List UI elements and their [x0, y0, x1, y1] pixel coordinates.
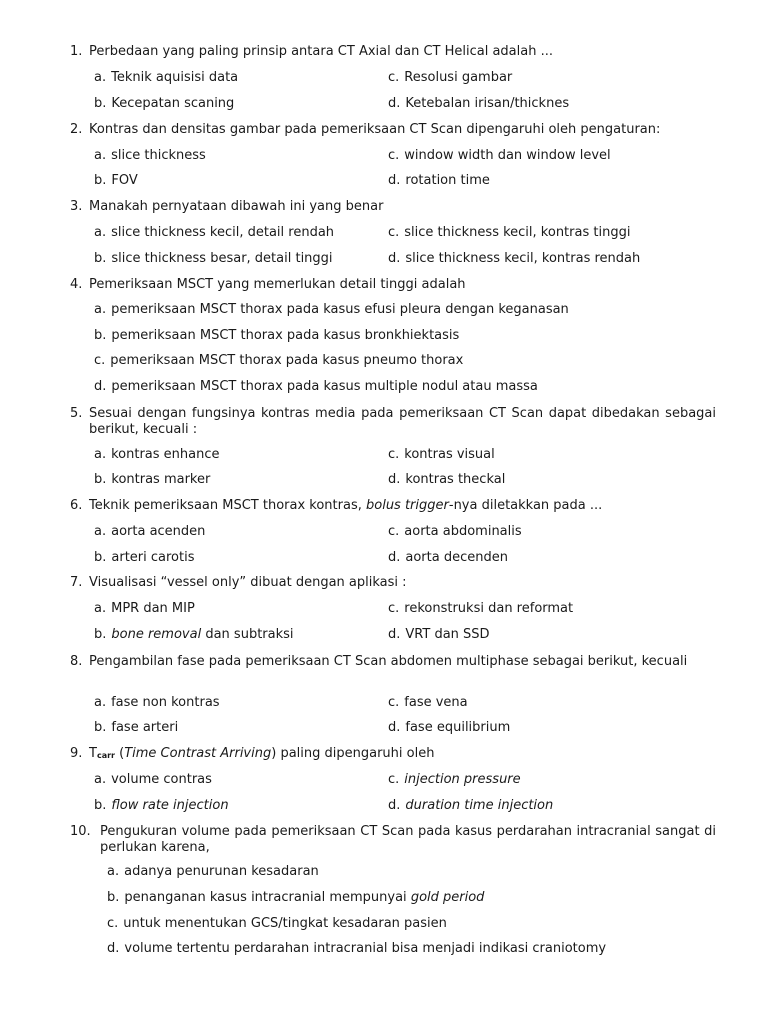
option-1b — [94, 96, 234, 112]
option-label: a. — [94, 225, 107, 240]
option-text: FOV — [111, 173, 138, 188]
option-5c — [388, 447, 495, 463]
option-label: d. — [388, 96, 401, 111]
option-label: a. — [94, 447, 107, 462]
option-label: a. — [94, 772, 107, 787]
option-label: b. — [94, 550, 107, 565]
option-text: pemeriksaan MSCT thorax pada kasus bronkhiektasis — [111, 328, 460, 343]
option-text: VRT dan SSD — [405, 627, 490, 642]
question-text: Pemeriksaan MSCT yang memerlukan detail tinggi adalah — [89, 277, 466, 292]
option-9b — [94, 798, 229, 814]
option-4b — [94, 328, 459, 344]
option-4c — [94, 353, 463, 369]
option-label: d. — [388, 251, 401, 266]
option-text: volume contras — [111, 772, 212, 787]
option-text: volume tertentu perdarahan intracranial bisa menjadi indikasi craniotomy — [124, 941, 607, 956]
option-4d — [94, 379, 538, 395]
option-7c — [388, 601, 573, 617]
option-2b — [94, 173, 138, 189]
question-6 — [70, 498, 716, 514]
option-label: b. — [94, 251, 107, 266]
option-text-emphasis: injection pressure — [404, 772, 521, 787]
question-number: 9. — [70, 746, 83, 761]
option-3d — [388, 251, 640, 267]
question-text-part: ) paling dipengaruhi oleh — [271, 746, 435, 761]
option-label: d. — [388, 472, 401, 487]
question-text-emphasis: Time Contrast Arriving — [124, 746, 272, 761]
option-text: untuk menentukan GCS/tingkat kesadaran pasien — [123, 916, 447, 931]
option-text: aorta acenden — [111, 524, 206, 539]
option-label: a. — [94, 148, 107, 163]
option-text: slice thickness kecil, detail rendah — [111, 225, 335, 240]
question-9 — [70, 746, 716, 764]
option-6a — [94, 524, 205, 540]
option-text: kontras visual — [404, 447, 495, 462]
option-text: slice thickness kecil, kontras rendah — [405, 251, 641, 266]
option-text: dan subtraksi — [201, 627, 294, 642]
option-text: Teknik aquisisi data — [111, 70, 239, 85]
question-2 — [70, 122, 716, 138]
option-1a — [94, 70, 238, 86]
option-9c — [388, 772, 521, 788]
question-number: 4. — [70, 277, 83, 292]
option-label: d. — [107, 941, 120, 956]
option-label: d. — [388, 627, 401, 642]
option-10c — [107, 916, 447, 932]
option-text: kontras enhance — [111, 447, 220, 462]
option-text: pemeriksaan MSCT thorax pada kasus pneumo thorax — [110, 353, 464, 368]
option-label: b. — [94, 328, 107, 343]
option-label: b. — [94, 798, 107, 813]
option-text-emphasis: flow rate injection — [111, 798, 229, 813]
option-6b — [94, 550, 195, 566]
option-5b — [94, 472, 210, 488]
option-text: penanganan kasus intracranial mempunyai — [124, 890, 411, 905]
option-2a — [94, 148, 206, 164]
option-text: pemeriksaan MSCT thorax pada kasus multiple nodul atau massa — [111, 379, 538, 394]
option-label: c. — [388, 225, 400, 240]
option-2d — [388, 173, 490, 189]
question-text-part: Teknik pemeriksaan MSCT thorax kontras, — [89, 498, 366, 513]
question-text: Sesuai dengan fungsinya kontras media pada pemeriksaan CT Scan dapat dibedakan sebagai berikut, kecuali : — [89, 406, 716, 437]
option-8a — [94, 695, 220, 711]
option-label: b. — [94, 96, 107, 111]
option-label: a. — [94, 524, 107, 539]
option-label: b. — [94, 720, 107, 735]
option-text: Ketebalan irisan/thicknes — [405, 96, 570, 111]
question-4 — [70, 277, 716, 293]
option-9a — [94, 772, 212, 788]
option-4a — [94, 302, 569, 318]
option-text: fase vena — [404, 695, 468, 710]
question-5 — [70, 406, 716, 438]
question-8 — [70, 654, 716, 670]
question-number: 7. — [70, 575, 83, 590]
option-text: Resolusi gambar — [404, 70, 513, 85]
option-label: a. — [107, 864, 120, 879]
option-9d — [388, 798, 553, 814]
question-text-part: T — [89, 746, 97, 761]
option-10d — [107, 941, 606, 957]
option-8d — [388, 720, 510, 736]
question-10 — [70, 824, 716, 856]
question-text — [89, 746, 716, 764]
option-text: pemeriksaan MSCT thorax pada kasus efusi pleura dengan keganasan — [111, 302, 569, 317]
option-10a — [107, 864, 319, 880]
option-5a — [94, 447, 220, 463]
option-text-emphasis: duration time injection — [405, 798, 554, 813]
question-7 — [70, 575, 716, 591]
option-label: d. — [388, 173, 401, 188]
option-8b — [94, 720, 178, 736]
option-text: adanya penurunan kesadaran — [124, 864, 319, 879]
option-text: window width dan window level — [404, 148, 611, 163]
option-text-emphasis: bone removal — [111, 627, 202, 642]
option-6d — [388, 550, 508, 566]
option-label: c. — [107, 916, 119, 931]
option-1d — [388, 96, 569, 112]
option-label: c. — [388, 148, 400, 163]
question-number: 1. — [70, 44, 83, 59]
question-number: 8. — [70, 654, 83, 669]
question-text: Pengambilan fase pada pemeriksaan CT Scan abdomen multiphase sebagai berikut, kecuali — [89, 654, 688, 669]
question-text — [89, 498, 716, 514]
option-3c — [388, 225, 630, 241]
question-text-part: ( — [114, 746, 125, 761]
question-3 — [70, 199, 716, 215]
option-label: c. — [388, 70, 400, 85]
option-7a — [94, 601, 195, 617]
question-1 — [70, 44, 716, 60]
option-7b — [94, 627, 294, 643]
option-text-emphasis: gold period — [410, 890, 485, 905]
question-text: Pengukuran volume pada pemeriksaan CT Scan pada kasus perdarahan intracranial sangat di perlukan karena, — [100, 824, 716, 855]
question-text: Visualisasi “vessel only” dibuat dengan aplikasi : — [89, 575, 407, 590]
option-2c — [388, 148, 611, 164]
question-text: Perbedaan yang paling prinsip antara CT Axial dan CT Helical adalah ... — [89, 44, 553, 59]
option-label: c. — [388, 524, 400, 539]
option-label: a. — [94, 70, 107, 85]
option-text: kontras theckal — [405, 472, 506, 487]
option-3a — [94, 225, 334, 241]
option-text: aorta abdominalis — [404, 524, 522, 539]
option-text: rotation time — [405, 173, 490, 188]
option-text: kontras marker — [111, 472, 211, 487]
option-text: slice thickness besar, detail tinggi — [111, 251, 333, 266]
option-text: MPR dan MIP — [111, 601, 195, 616]
question-number: 3. — [70, 199, 83, 214]
option-text: slice thickness kecil, kontras tinggi — [404, 225, 631, 240]
option-5d — [388, 472, 505, 488]
option-label: c. — [388, 695, 400, 710]
option-text: fase equilibrium — [405, 720, 511, 735]
option-label: a. — [94, 601, 107, 616]
option-3b — [94, 251, 333, 267]
option-7d — [388, 627, 490, 643]
option-8c — [388, 695, 468, 711]
option-label: c. — [388, 447, 400, 462]
question-text: Manakah pernyataan dibawah ini yang benar — [89, 199, 384, 214]
option-label: b. — [94, 173, 107, 188]
option-text: aorta decenden — [405, 550, 508, 565]
option-label: d. — [388, 720, 401, 735]
option-label: a. — [94, 302, 107, 317]
option-text: fase non kontras — [111, 695, 220, 710]
option-text: slice thickness — [111, 148, 206, 163]
question-number: 6. — [70, 498, 83, 513]
option-label: c. — [388, 772, 400, 787]
option-label: b. — [94, 472, 107, 487]
option-6c — [388, 524, 522, 540]
option-text: rekonstruksi dan reformat — [404, 601, 574, 616]
question-text-part: -nya diletakkan pada ... — [448, 498, 603, 513]
option-10b — [107, 890, 484, 906]
question-text: Kontras dan densitas gambar pada pemeriksaan CT Scan dipengaruhi oleh pengaturan: — [89, 122, 661, 137]
option-label: d. — [388, 798, 401, 813]
question-number: 5. — [70, 406, 83, 421]
option-label: c. — [94, 353, 106, 368]
option-label: a. — [94, 695, 107, 710]
option-label: d. — [94, 379, 107, 394]
subscript: carr — [96, 751, 115, 760]
option-label: d. — [388, 550, 401, 565]
option-text: arteri carotis — [111, 550, 195, 565]
question-text-emphasis: bolus trigger — [366, 498, 449, 513]
option-1c — [388, 70, 512, 86]
option-text: Kecepatan scaning — [111, 96, 235, 111]
question-number: 2. — [70, 122, 83, 137]
option-label: b. — [94, 627, 107, 642]
option-label: b. — [107, 890, 120, 905]
question-number: 10. — [70, 824, 91, 839]
option-label: c. — [388, 601, 400, 616]
option-text: fase arteri — [111, 720, 179, 735]
